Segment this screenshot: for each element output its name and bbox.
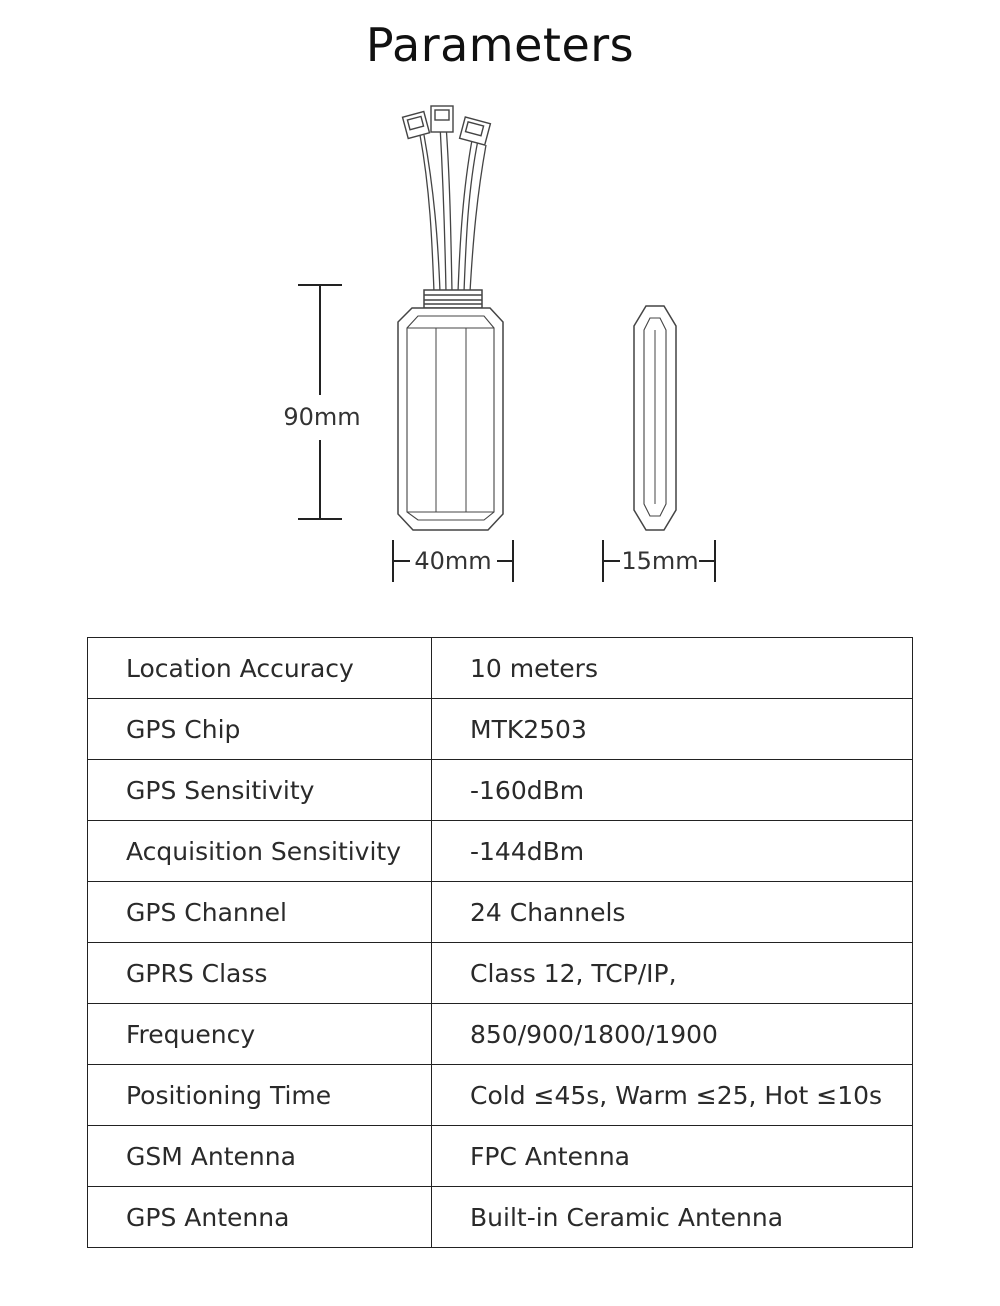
table-row bbox=[88, 760, 913, 821]
specifications-table bbox=[87, 637, 913, 1248]
table-row bbox=[88, 1187, 913, 1248]
spec-label: GPS Antenna bbox=[88, 1187, 432, 1248]
spec-value: -144dBm bbox=[432, 821, 913, 882]
spec-value: MTK2503 bbox=[432, 699, 913, 760]
table-row bbox=[88, 882, 913, 943]
spec-label: Positioning Time bbox=[88, 1065, 432, 1126]
spec-label: Frequency bbox=[88, 1004, 432, 1065]
spec-value: 10 meters bbox=[432, 638, 913, 699]
table-row bbox=[88, 1126, 913, 1187]
table-row bbox=[88, 699, 913, 760]
spec-value: 850/900/1800/1900 bbox=[432, 1004, 913, 1065]
spec-value: -160dBm bbox=[432, 760, 913, 821]
device-wires-illustration bbox=[420, 125, 486, 292]
width-dimension-label: 40mm bbox=[414, 547, 492, 575]
device-front-view bbox=[398, 290, 503, 530]
spec-label: GPRS Class bbox=[88, 943, 432, 1004]
spec-value: Built-in Ceramic Antenna bbox=[432, 1187, 913, 1248]
table-row bbox=[88, 943, 913, 1004]
spec-label: GSM Antenna bbox=[88, 1126, 432, 1187]
table-row bbox=[88, 1004, 913, 1065]
spec-value: Class 12, TCP/IP, bbox=[432, 943, 913, 1004]
spec-value: Cold ≤45s, Warm ≤25, Hot ≤10s bbox=[432, 1065, 913, 1126]
spec-value: FPC Antenna bbox=[432, 1126, 913, 1187]
spec-label: GPS Chip bbox=[88, 699, 432, 760]
spec-label: Acquisition Sensitivity bbox=[88, 821, 432, 882]
spec-label: GPS Channel bbox=[88, 882, 432, 943]
device-dimension-diagram bbox=[0, 0, 1000, 620]
table-row bbox=[88, 821, 913, 882]
depth-dimension-label: 15mm bbox=[621, 547, 699, 575]
height-dimension-line bbox=[298, 285, 342, 519]
spec-label: GPS Sensitivity bbox=[88, 760, 432, 821]
table-row bbox=[88, 638, 913, 699]
page-title: Parameters bbox=[365, 18, 635, 72]
device-side-view bbox=[634, 306, 676, 530]
spec-value: 24 Channels bbox=[432, 882, 913, 943]
table-row bbox=[88, 1065, 913, 1126]
height-dimension-label: 90mm bbox=[283, 403, 361, 431]
spec-label: Location Accuracy bbox=[88, 638, 432, 699]
